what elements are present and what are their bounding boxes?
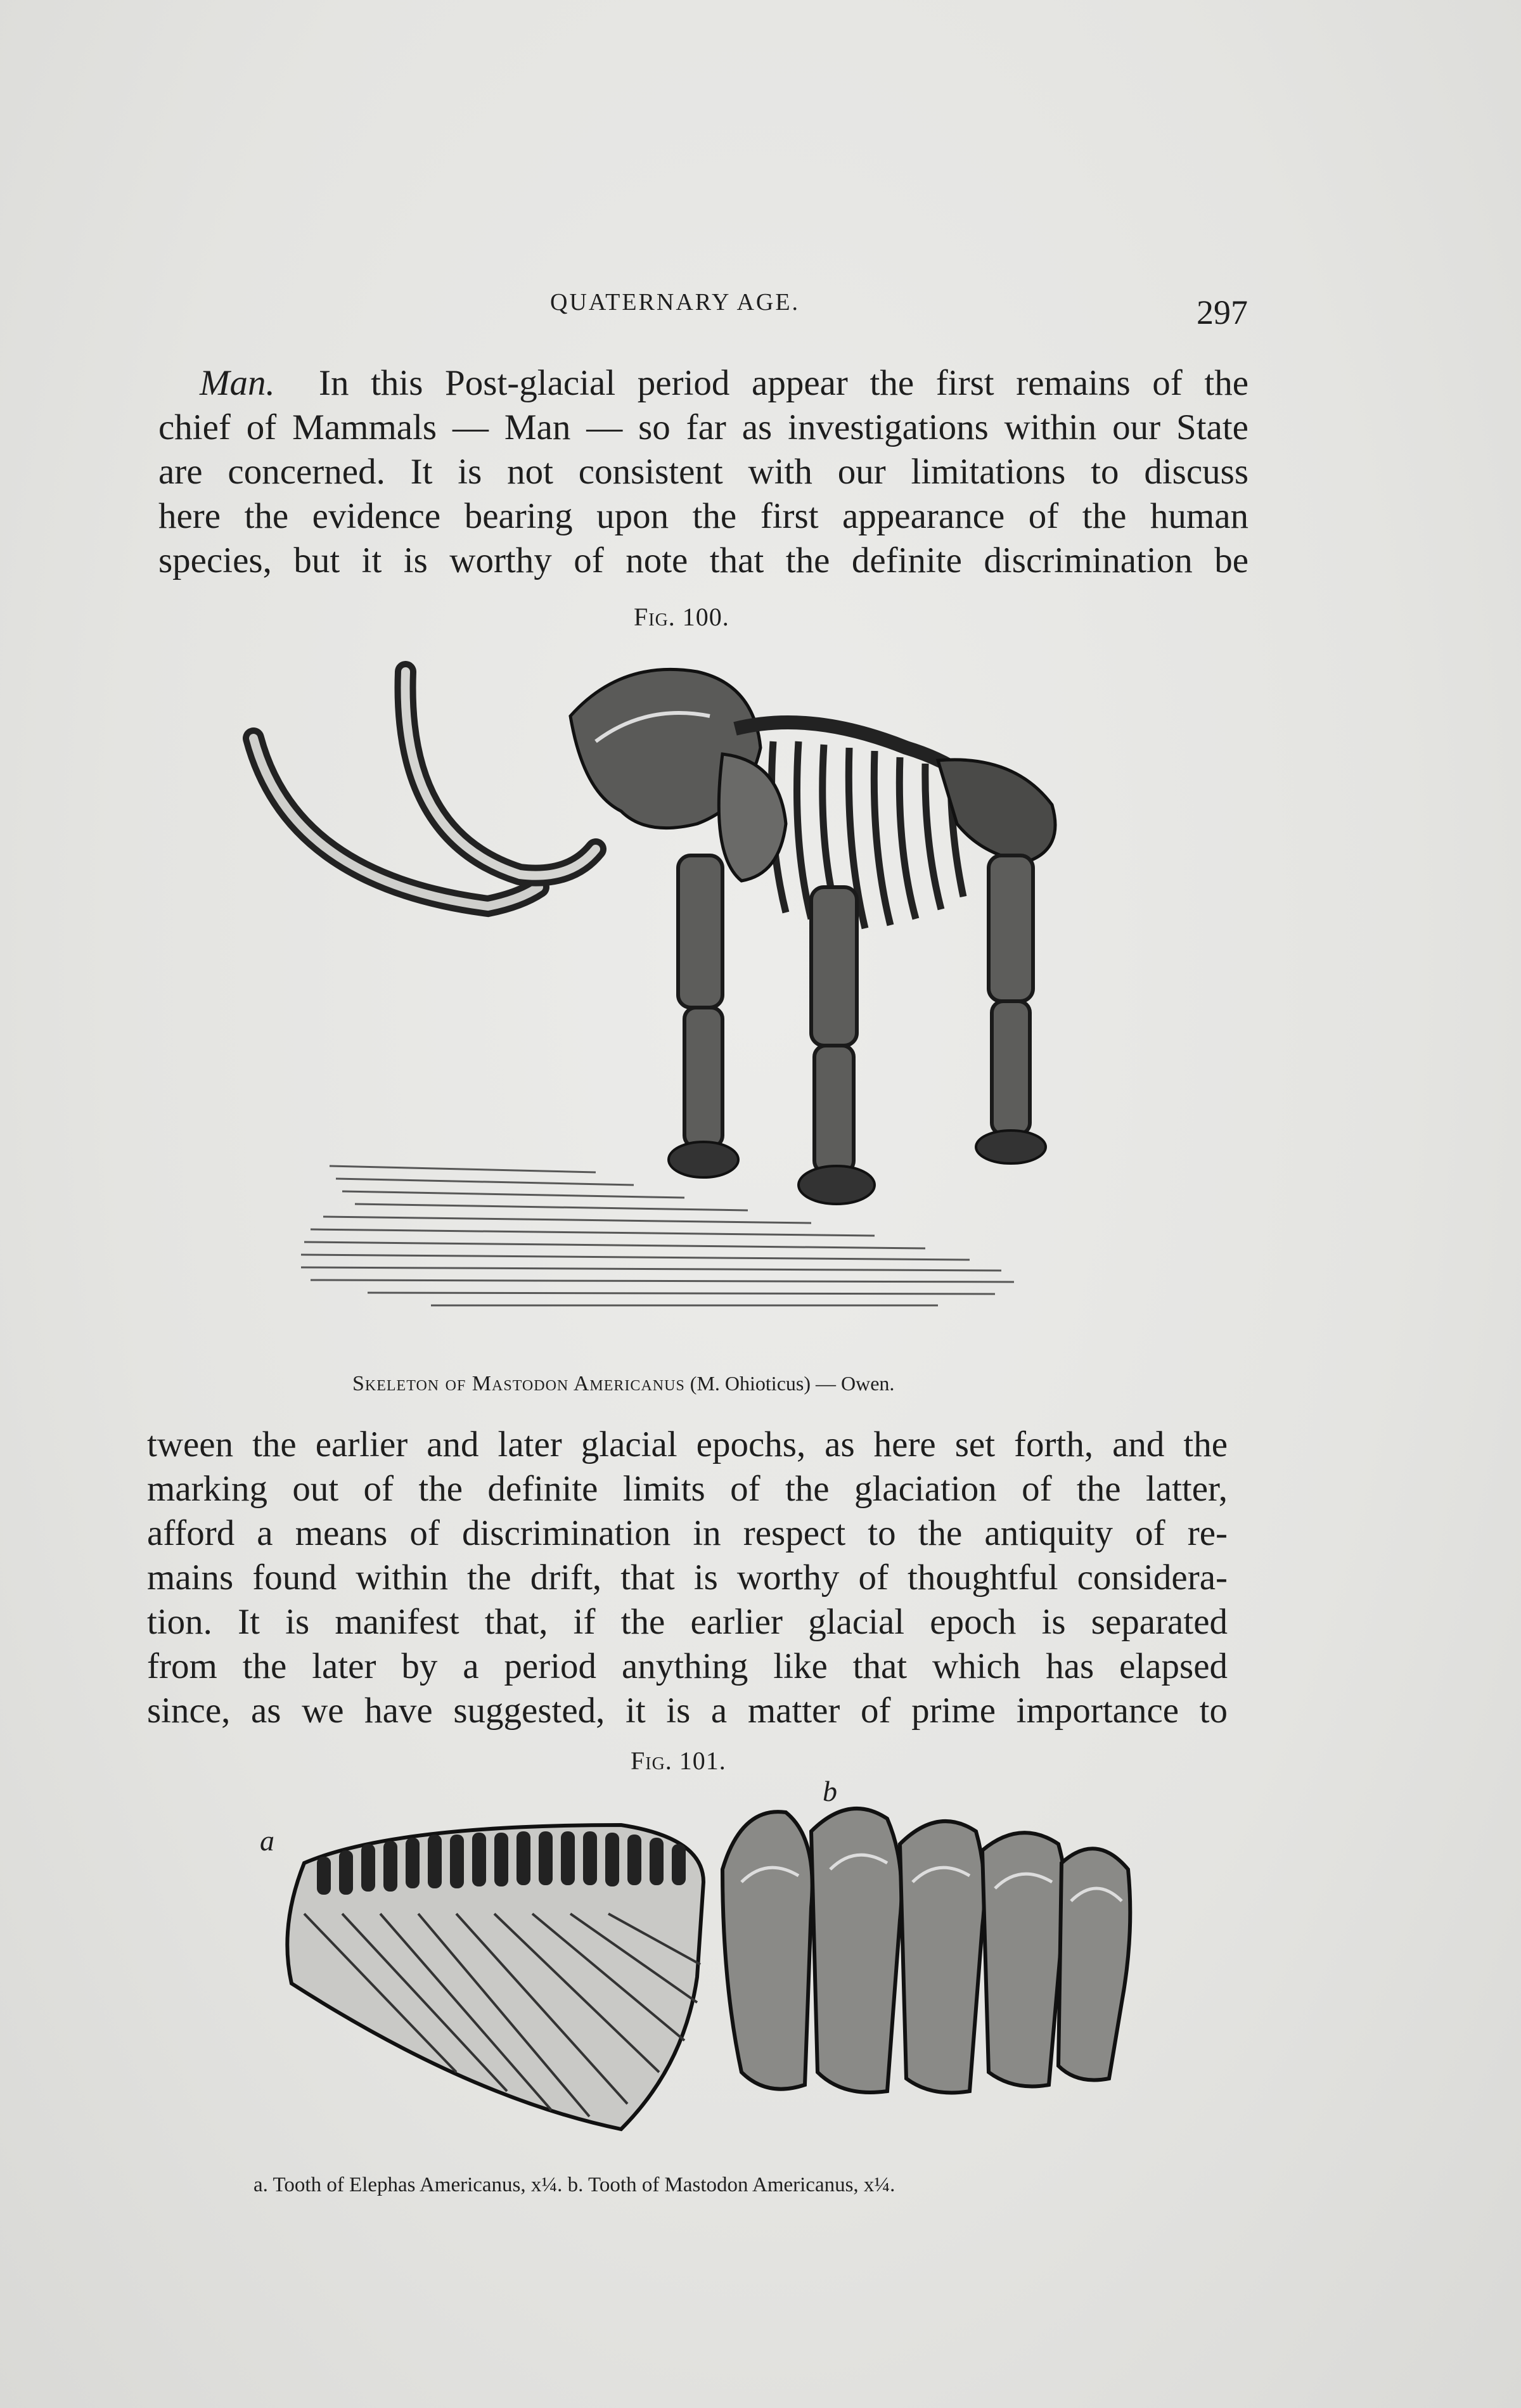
elephas-tooth-illustration bbox=[266, 1800, 710, 2155]
lead-word: Man. bbox=[200, 363, 275, 403]
paragraph-glacial-epochs bbox=[147, 1423, 1228, 1733]
text-line: afford a means of discrimination in respect to the antiquity of re- bbox=[147, 1513, 1228, 1553]
running-title: QUATERNARY AGE. bbox=[550, 289, 800, 316]
marker-b: b bbox=[823, 1775, 837, 1807]
text-line: Man. In this Post-glacial period appear the first remains of the bbox=[200, 363, 1249, 403]
text-line: species, but it is worthy of note that the definite discrimination be bbox=[158, 541, 1248, 580]
figure-101-label: Fig. 101. bbox=[631, 1746, 726, 1775]
text-line: tween the earlier and later glacial epochs, as here set forth, and the bbox=[147, 1425, 1228, 1464]
text-line: tion. It is manifest that, if the earlier glacial epoch is separated bbox=[147, 1602, 1228, 1642]
figure-100-label: Fig. 100. bbox=[634, 603, 729, 631]
text-line: are concerned. It is not consistent with our limitations to discuss bbox=[158, 452, 1248, 492]
text-line: since, as we have suggested, it is a matter of prime importance to bbox=[147, 1691, 1228, 1731]
mastodon-skeleton-illustration bbox=[241, 646, 1141, 1343]
marker-a: a bbox=[260, 1824, 274, 1857]
text-line: mains found within the drift, that is worthy of thoughtful considera- bbox=[147, 1558, 1228, 1598]
paragraph-man bbox=[158, 361, 1248, 583]
figure-100-caption: Skeleton of Mastodon Americanus (M. Ohioticus) — Owen. bbox=[352, 1372, 895, 1395]
text-line: from the later by a period anything like that which has elapsed bbox=[147, 1646, 1228, 1686]
text-line: chief of Mammals — Man — so far as investigations within our State bbox=[158, 407, 1248, 447]
figure-101-caption: a. Tooth of Elephas Americanus, x¼. b. Tooth of Mastodon Americanus, x¼. bbox=[254, 2174, 895, 2196]
page-number: 297 bbox=[1197, 293, 1248, 331]
text-line: marking out of the definite limits of the glaciation of the latter, bbox=[147, 1469, 1228, 1509]
text-line: here the evidence bearing upon the first appearance of the human bbox=[158, 496, 1248, 536]
mastodon-tooth-illustration bbox=[716, 1793, 1134, 2110]
